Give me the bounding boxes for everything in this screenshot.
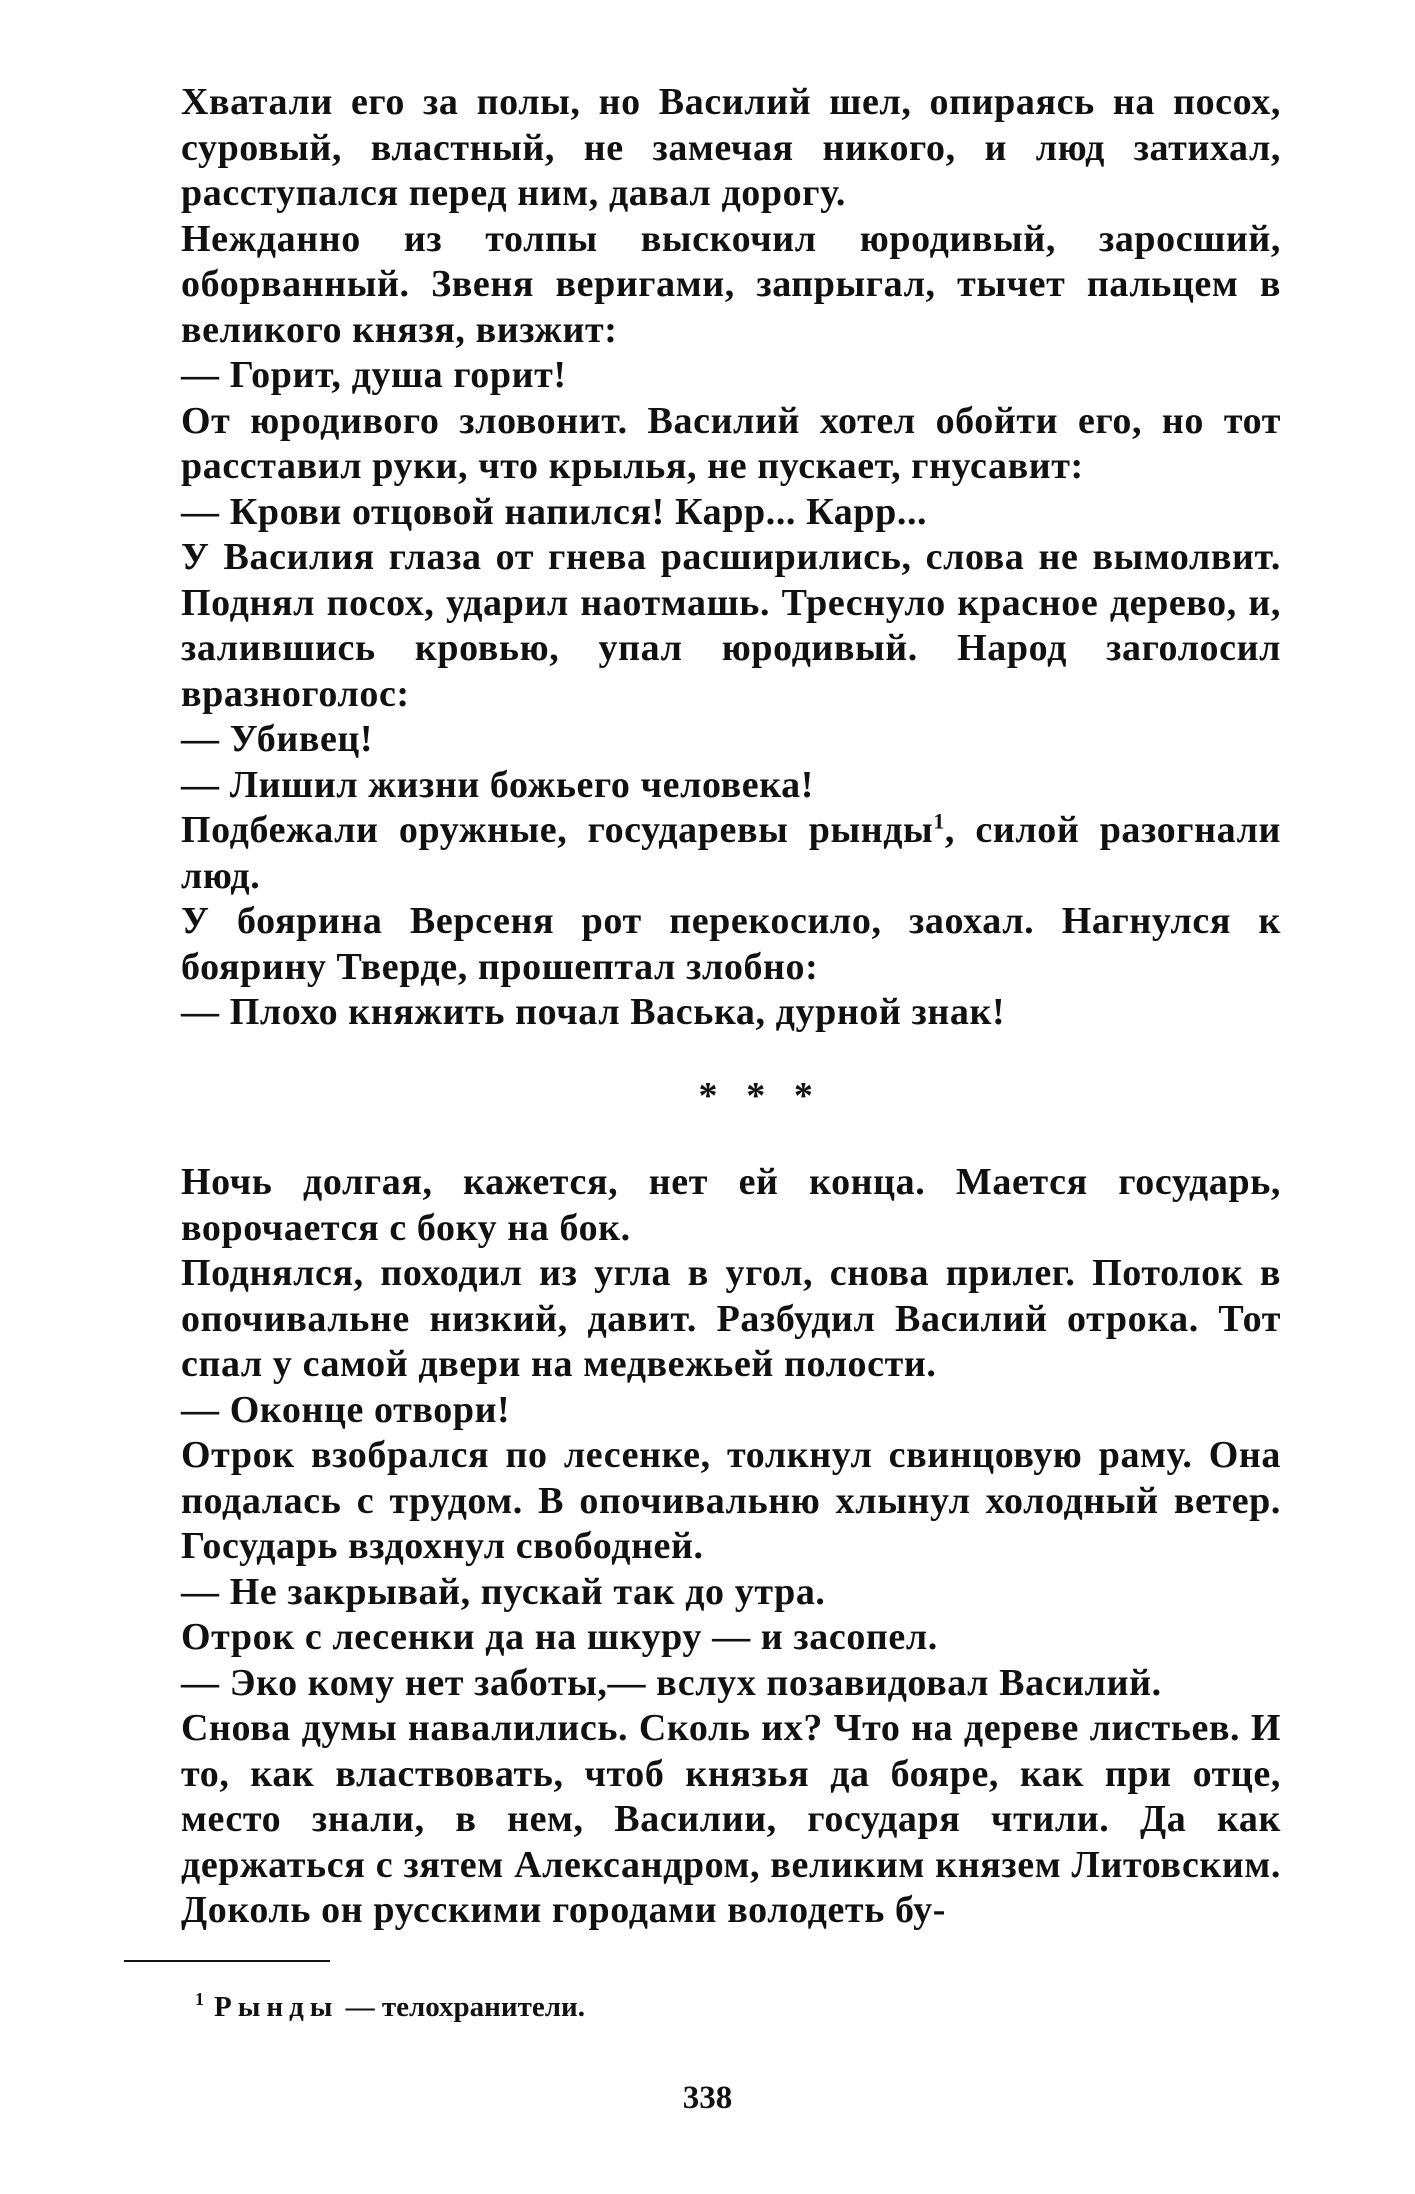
paragraph-text: , силой разогнали люд. bbox=[181, 809, 1281, 897]
section-separator: * * * bbox=[698, 1074, 814, 1117]
paragraph: Отрок взобрался по лесенке, толкнул свинцовую раму. Она подалась с трудом. В опочивальню хлынул холодный ветер. Государь вздохнул свободней. bbox=[181, 1434, 1281, 1567]
footnote bbox=[195, 1990, 585, 2024]
paragraph: Ночь долгая, кажется, нет ей конца. Мается государь, ворочается с боку на бок. bbox=[181, 1161, 1281, 1249]
footnote-divider bbox=[124, 1960, 330, 1962]
paragraph: Отрок с лесенки да на шкуру — и засопел. bbox=[181, 1616, 938, 1658]
paragraph: У боярина Версеня рот перекосило, заохал. Нагнулся к боярину Тверде, прошептал злобно: bbox=[181, 900, 1281, 988]
dialogue-line: — Убивец! bbox=[181, 718, 374, 760]
dialogue-line: — Оконце отвори! bbox=[181, 1388, 511, 1431]
page-number: 338 bbox=[682, 2080, 733, 2116]
paragraph: Снова думы навалились. Сколь их? Что на дереве листьев. И то, как властвовать, чтоб князья да бояре, как при отце, место знали, в нем, Василии, государя чтили. Да как держаться с зятем Александром, великим князем Литовским. Доколь он русскими городами володеть бу- bbox=[181, 1707, 1281, 1931]
page-body bbox=[181, 80, 1281, 1934]
dialogue-line: — Лишил жизни божьего человека! bbox=[181, 763, 815, 806]
dialogue-line: — Плохо княжить почал Васька, дурной знак! bbox=[181, 991, 1006, 1033]
paragraph: Хватали его за полы, но Василий шел, опираясь на посох, суровый, властный, не замечая никого, и люд затихал, расступался перед ним, давал дорогу. bbox=[181, 81, 1281, 214]
paragraph: Поднялся, походил из угла в угол, снова прилег. Потолок в опочивальне низкий, давит. Разбудил Василий отрока. Тот спал у самой двери на медвежьей полости. bbox=[181, 1252, 1281, 1385]
dialogue-line: — Не закрывай, пускай так до утра. bbox=[181, 1570, 826, 1613]
dialogue-line: — Горит, душа горит! bbox=[181, 354, 567, 396]
paragraph-with-footnote bbox=[181, 808, 1281, 899]
dialogue-line: — Эко кому нет заботы,— вслух позавидовал Василий. bbox=[181, 1661, 1162, 1704]
footnote-reference[interactable]: 1 bbox=[933, 808, 945, 834]
paragraph: Нежданно из толпы выскочил юродивый, заросший, оборванный. Звеня веригами, запрыгал, тычет пальцем в великого князя, визжит: bbox=[181, 217, 1281, 351]
paragraph: У Василия глаза от гнева расширились, слова не вымолвит. Поднял посох, ударил наотмашь. Треснуло красное дерево, и, залившись кровью, упал юродивый. Народ заголосил вразноголос: bbox=[181, 536, 1281, 715]
footnote-definition: — телохранители. bbox=[338, 1991, 585, 2023]
dialogue-line: — Крови отцовой напился! Карр... Карр... bbox=[181, 490, 928, 533]
paragraph: От юродивого зловонит. Василий хотел обойти его, но тот расставил руки, что крылья, не пускает, гнусавит: bbox=[181, 399, 1281, 487]
footnote-term: Рынды bbox=[214, 1991, 339, 2023]
footnote-mark: 1 bbox=[195, 1989, 204, 2010]
paragraph-text: Подбежали оружные, государевы рынды bbox=[181, 809, 934, 851]
